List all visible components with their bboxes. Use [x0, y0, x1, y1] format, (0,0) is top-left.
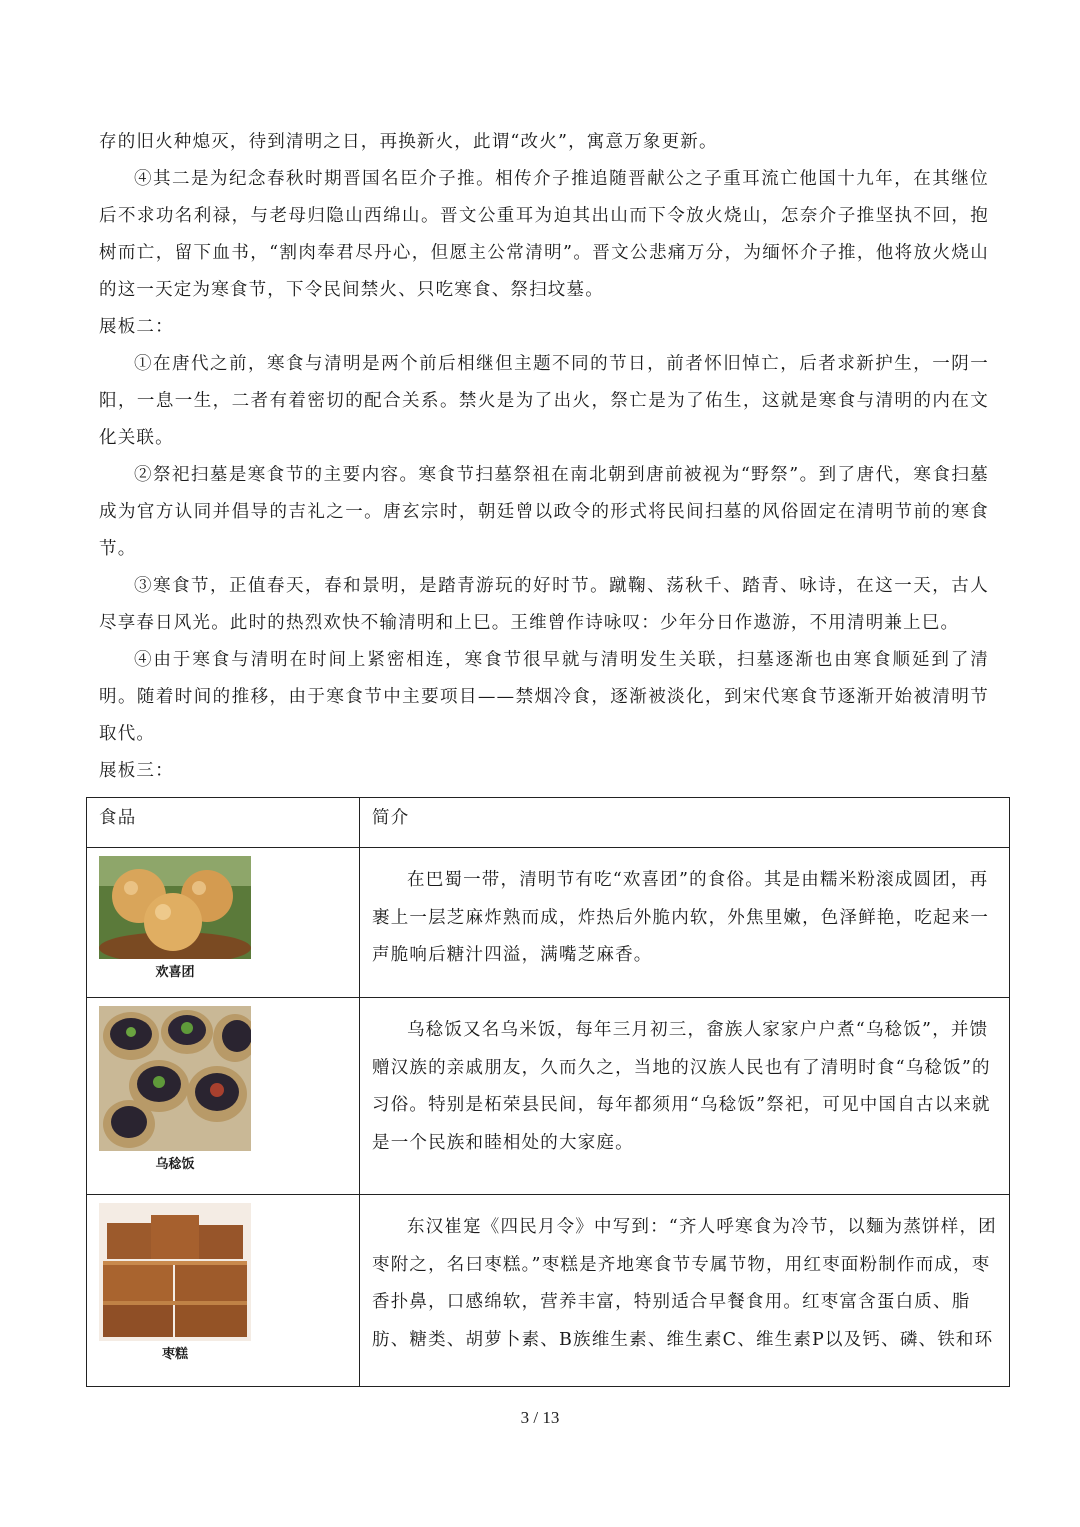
header-intro: 简介	[360, 798, 1010, 848]
header-food: 食品	[87, 798, 360, 848]
sesame-balls-image	[99, 856, 251, 959]
food-description: 在巴蜀一带，清明节有吃“欢喜团”的食俗。其是由糯米粉滚成圆团，再裹上一层芝麻炸熟而成，炸热后外脆内软，外焦里嫩，色泽鲜艳，吃起来一声脆响后糖汁四溢，满嘴芝麻香。	[372, 870, 990, 965]
food-image-cell	[87, 1195, 360, 1387]
panel2-paragraph-4: ④由于寒食与清明在时间上紧密相连，寒食节很早就与清明发生关联，扫墓逐渐也由寒食顺延到了清明。随着时间的推移，由于寒食节中主要项目——禁烟冷食，逐渐被淡化，到宋代寒食节逐渐开始被清明节取代。	[99, 650, 989, 744]
table-row	[87, 1195, 1010, 1387]
panel2-paragraph-2: ②祭祀扫墓是寒食节的主要内容。寒食节扫墓祭祖在南北朝到唐前被视为“野祭”。到了唐代，寒食扫墓成为官方认同并倡导的吉礼之一。唐玄宗时，朝廷曾以政令的形式将民间扫墓的风俗固定在清明节前的寒食节。	[99, 465, 989, 559]
table-row	[87, 998, 1010, 1195]
food-image-cell	[87, 848, 360, 998]
food-caption: 欢喜团	[155, 965, 195, 980]
paragraph-4-jiezitui: ④其二是为纪念春秋时期晋国名臣介子推。相传介子推追随晋献公之子重耳流亡他国十九年，在其继位后不求功名利禄，与老母归隐山西绵山。晋文公重耳为迫其出山而下令放火烧山，怎奈介子推坚执不回，抱树而亡，留下血书，“割肉奉君尽丹心，但愿主公常清明”。晋文公悲痛万分，为缅怀介子推，他将放火烧山的这一天定为寒食节，下令民间禁火、只吃寒食、祭扫坟墓。	[99, 169, 989, 300]
food-image-cell	[87, 998, 360, 1195]
table-header-row	[87, 798, 1010, 848]
food-description: 东汉崔寔《四民月令》中写到：“齐人呼寒食为冷节，以麵为蒸饼样，团枣附之，名曰枣糕。”枣糕是齐地寒食节专属节物，用红枣面粉制作而成，枣香扑鼻，口感绵软，营养丰富，特别适合早餐食用。红枣富含蛋白质、脂肪、糖类、胡萝卜素、B族维生素、维生素C、维生素P以及钙、磷、铁和环	[372, 1217, 997, 1350]
food-table	[86, 797, 1010, 1387]
food-description-cell	[360, 998, 1010, 1195]
body-text-top	[99, 124, 989, 790]
food-caption: 枣糕	[161, 1347, 188, 1362]
paragraph-continuation: 存的旧火种熄灭，待到清明之日，再换新火，此谓“改火”，寓意万象更新。	[99, 132, 718, 152]
page-number: 3 / 13	[520, 1408, 560, 1427]
date-cake-image	[99, 1203, 251, 1341]
panel2-heading: 展板二：	[99, 317, 174, 337]
food-description-cell	[360, 1195, 1010, 1387]
panel2-paragraph-1: ①在唐代之前，寒食与清明是两个前后相继但主题不同的节日，前者怀旧悼亡，后者求新护生，一阴一阳，一息一生，二者有着密切的配合关系。禁火是为了出火，祭亡是为了佑生，这就是寒食与清明的内在文化关联。	[99, 354, 989, 448]
panel2-paragraph-3: ③寒食节，正值春天，春和景明，是踏青游玩的好时节。蹴鞠、荡秋千、踏青、咏诗，在这一天，古人尽享春日风光。此时的热烈欢快不输清明和上巳。王维曾作诗咏叹：少年分日作遨游，不用清明兼上巳。	[99, 576, 989, 633]
food-caption: 乌稔饭	[155, 1157, 195, 1172]
black-rice-image	[99, 1006, 251, 1151]
table-row	[87, 848, 1010, 998]
food-description-cell	[360, 848, 1010, 998]
food-description: 乌稔饭又名乌米饭，每年三月初三，畲族人家家户户煮“乌稔饭”，并馈赠汉族的亲戚朋友，久而久之，当地的汉族人民也有了清明时食“乌稔饭”的习俗。特别是柘荣县民间，每年都须用“乌稔饭”祭祀，可见中国自古以来就是一个民族和睦相处的大家庭。	[372, 1020, 991, 1153]
panel3-heading: 展板三：	[99, 761, 174, 781]
